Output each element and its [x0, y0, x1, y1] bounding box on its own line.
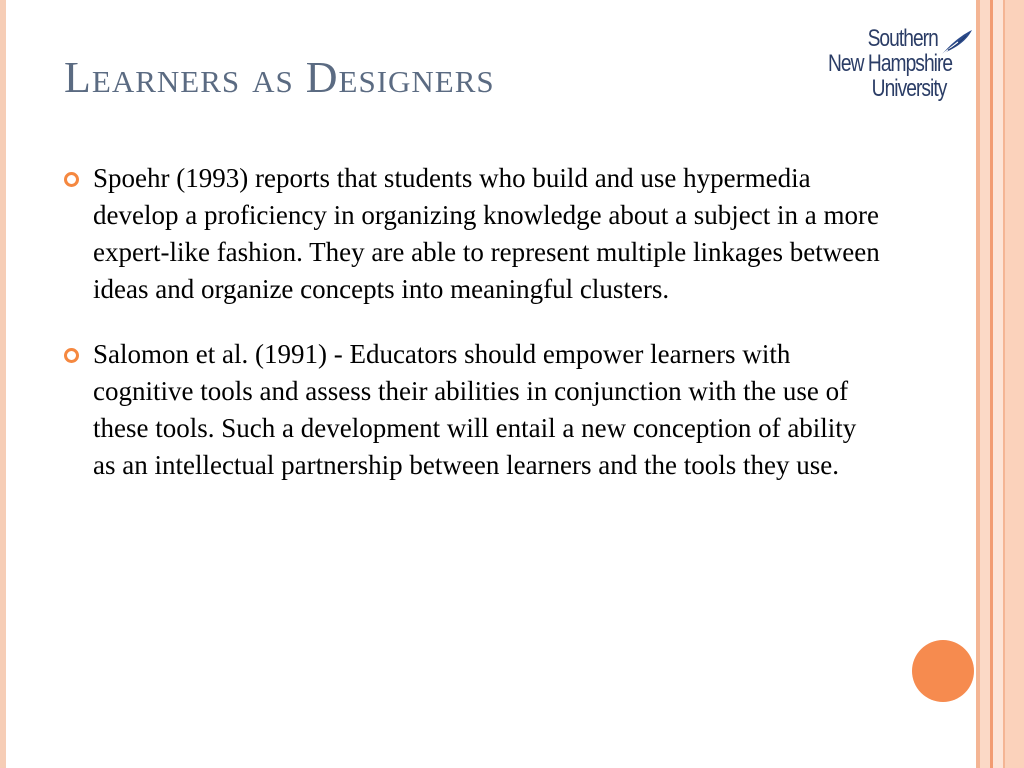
- stripe: [980, 0, 990, 768]
- left-frame-border: [0, 0, 6, 768]
- logo-line-1: Southern: [867, 25, 938, 52]
- bullet-text: Salomon et al. (1991) - Educators should empower learners with cognitive tools and assess their abilities in conjunction with the use of these tools. Such a development will entail a new conception of ability as an intellectual partnership between learners and the tools they use.: [93, 339, 857, 480]
- bullet-text: Spoehr (1993) reports that students who build and use hypermedia develop a proficiency in organizing knowledge about a subject in a more expert-like fashion. They are able to represent multiple linkages between ideas and organize concepts into meaningful clusters.: [93, 163, 880, 304]
- university-logo: [818, 26, 978, 112]
- logo-line-3: University: [871, 75, 946, 102]
- stripe: [1005, 0, 1024, 768]
- logo-line-2: New Hampshire: [827, 50, 952, 77]
- right-decorative-stripes: [976, 0, 1024, 768]
- bullet-circle-icon: [64, 172, 79, 187]
- decorative-orange-circle: [912, 640, 974, 702]
- list-item: [62, 160, 882, 308]
- bullet-circle-icon: [64, 348, 79, 363]
- feather-icon: [938, 28, 974, 58]
- slide-title: Learners as Designers: [64, 53, 495, 102]
- bullet-list: [62, 160, 882, 512]
- list-item: [62, 336, 882, 484]
- stripe: [993, 0, 1003, 768]
